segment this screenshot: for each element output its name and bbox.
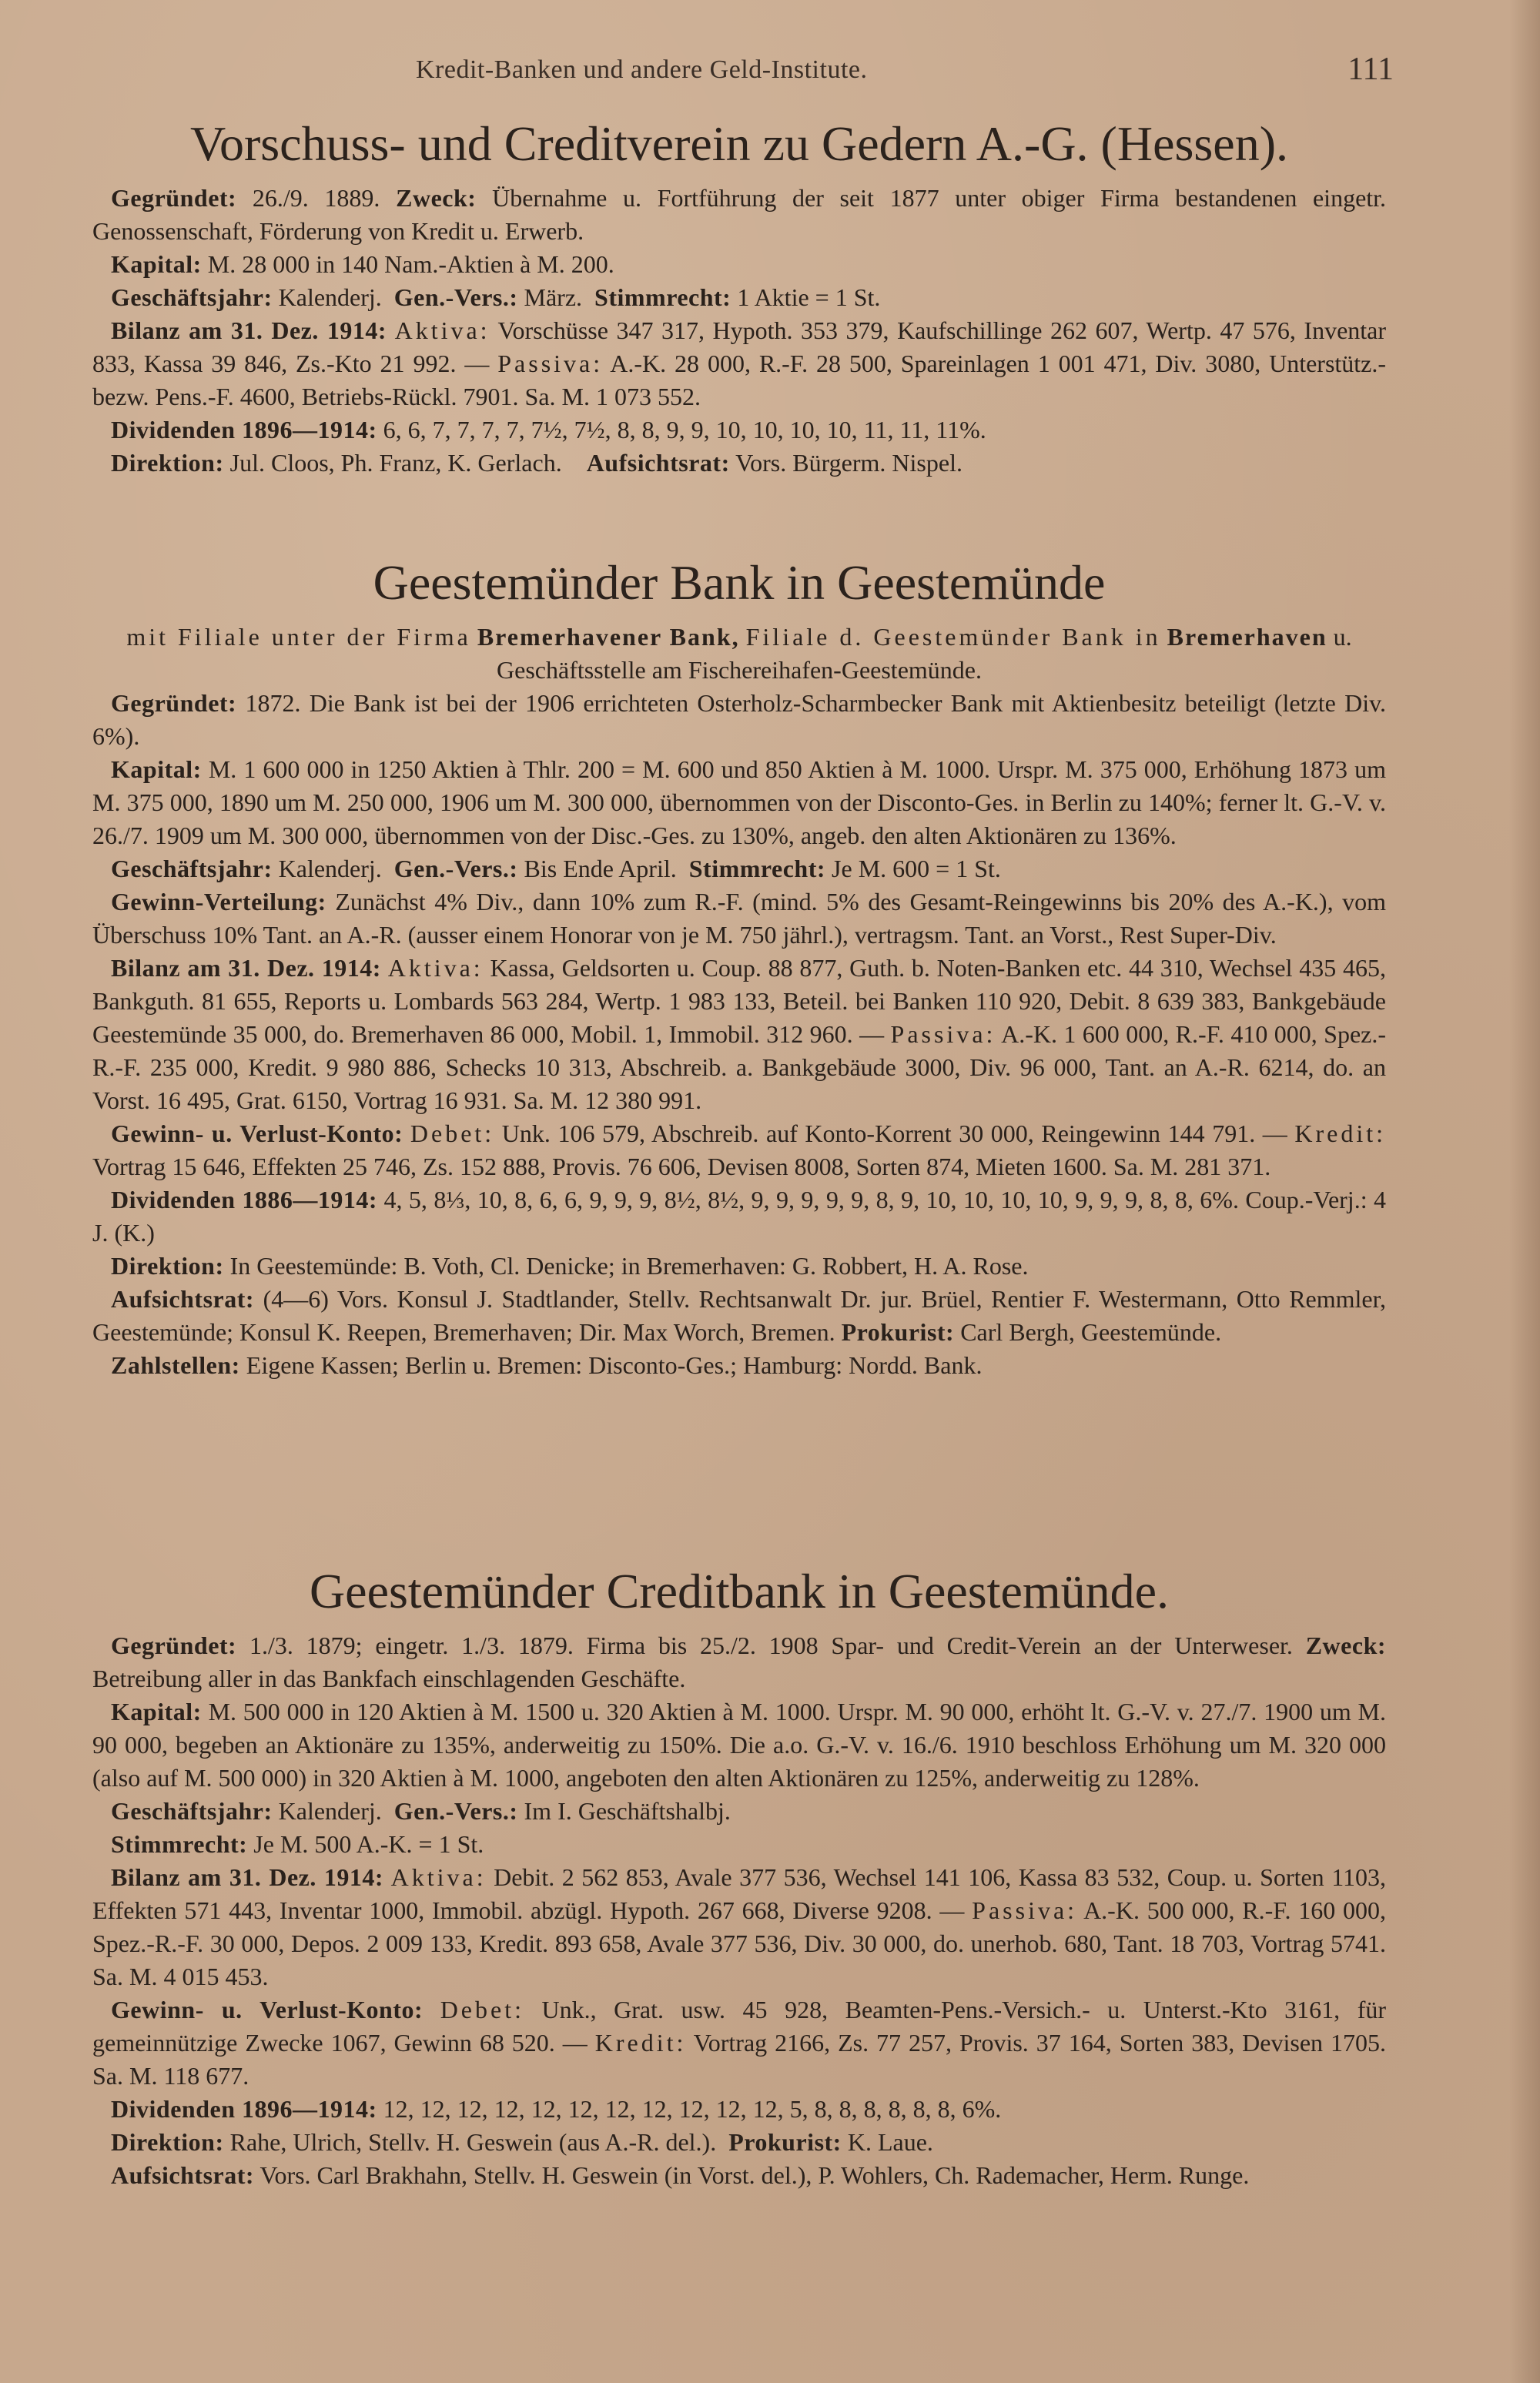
value-direktion: Jul. Cloos, Ph. Franz, K. Gerlach. bbox=[229, 448, 562, 477]
label-aufsichtsrat: Aufsichtsrat: bbox=[111, 2160, 255, 2189]
entry-gegruendet-zweck bbox=[92, 1629, 1386, 1695]
label-aktiva: Aktiva: bbox=[394, 316, 490, 344]
value-passiva: A.-K. 1 600 000, R.-F. 410 000, Spez.-R.-F. 235 000, Kredit. 9 980 886, Schecks 10 313, Abschreib. a. Bankgebäude 3000, Div. 96 000, Tant. an A.-R. 6214, do. an Vorst. 16 495, Grat. 6150, Vortrag 16 931. Sa. M. 12 380 991. bbox=[92, 1019, 1387, 1114]
label-aufsichtsrat: Aufsichtsrat: bbox=[586, 448, 730, 477]
label-gewinn-verlust-konto: Gewinn- u. Verlust-Konto: bbox=[111, 1995, 424, 2023]
value-direktion: In Geestemünde: B. Voth, Cl. Denicke; in Bremerhaven: G. Robbert, H. A. Rose. bbox=[229, 1251, 1029, 1280]
label-dividenden: Dividenden 1886—1914: bbox=[111, 1185, 378, 1213]
label-gegruendet: Gegründet: bbox=[111, 688, 237, 717]
entry-bilanz bbox=[92, 314, 1386, 413]
value-geschaeftsjahr: Kalenderj. bbox=[278, 854, 382, 882]
label-geschaeftsjahr: Geschäftsjahr: bbox=[111, 854, 273, 882]
label-passiva: Passiva: bbox=[972, 1896, 1078, 1924]
value-kredit: Vortrag 2166, Zs. 77 257, Provis. 37 164, Sorten 383, Devisen 1705. Sa. M. 118 677. bbox=[92, 2028, 1387, 2090]
value-stimmrecht: Je M. 600 = 1 St. bbox=[832, 854, 1001, 882]
value-dividenden: 12, 12, 12, 12, 12, 12, 12, 12, 12, 12, 12, 5, 8, 8, 8, 8, 8, 8, 6%. bbox=[383, 2094, 1002, 2123]
value-aktiva: Vorschüsse 347 317, Hypoth. 353 379, Kaufschillinge 262 607, Wertp. 47 576, Inventar 833, Kassa 39 846, Zs.-Kto 21 992. — bbox=[92, 316, 1387, 377]
section-geestemuender-creditbank bbox=[92, 1563, 1386, 2192]
label-stimmrecht: Stimmrecht: bbox=[594, 283, 732, 311]
value-prokurist: Carl Bergh, Geestemünde. bbox=[960, 1317, 1222, 1346]
value-geschaeftsjahr: Kalenderj. bbox=[278, 283, 382, 311]
entry-kapital bbox=[92, 1695, 1386, 1795]
value-direktion: Rahe, Ulrich, Stellv. H. Geswein (aus A.-R. del.). bbox=[229, 2127, 717, 2156]
value-dividenden: 4, 5, 8⅓, 10, 8, 6, 6, 9, 9, 9, 8½, 8½, 9, 9, 9, 9, 9, 8, 9, 10, 10, 10, 10, 9, 9, 9, 8, 8, 6%. bbox=[383, 1185, 1239, 1213]
entry-bilanz bbox=[92, 952, 1386, 1117]
value-dividenden: 6, 6, 7, 7, 7, 7, 7½, 7½, 8, 8, 9, 9, 10, 10, 10, 10, 11, 11, 11%. bbox=[383, 415, 986, 443]
value-filiale-firm: Bremerhavener Bank, bbox=[477, 622, 740, 651]
label-gen-vers: Gen.-Vers.: bbox=[393, 1796, 518, 1825]
label-direktion: Direktion: bbox=[111, 1251, 224, 1280]
section-title-main: Vorschuss- und Creditverein zu Gedern A.-G. bbox=[189, 116, 1089, 171]
label-bilanz: Bilanz am 31. Dez. 1914: bbox=[111, 316, 387, 344]
label-geschaeftsjahr: Geschäftsjahr: bbox=[111, 1796, 273, 1825]
label-gewinn-verlust-konto: Gewinn- u. Verlust-Konto: bbox=[111, 1119, 403, 1147]
entry-dividenden bbox=[92, 2093, 1386, 2126]
value-passiva: A.-K. 500 000, R.-F. 160 000, Spez.-R.-F. 30 000, Depos. 2 009 133, Kredit. 893 658, Avale 377 536, Div. 30 000, do. unerhob. 680, Tant. 18 703, Vortrag 5741. Sa. M. 4 015 453. bbox=[92, 1896, 1386, 1990]
entry-dividenden bbox=[92, 1183, 1386, 1250]
page-gutter-shadow bbox=[1509, 0, 1540, 2383]
value-gegruendet: 1872. Die Bank ist bei der 1906 errichteten Osterholz-Scharmbecker Bank mit Aktienbesitz beteiligt (letzte Div. 6%). bbox=[92, 688, 1387, 750]
label-kapital: Kapital: bbox=[111, 1697, 202, 1725]
value-aktiva: Kassa, Geldsorten u. Coup. 88 877, Guth. b. Noten-Banken etc. 44 310, Wechsel 435 465, Bankguth. 81 655, Reports u. Lombards 563 284, Wertp. 1 983 133, Beteil. bei Banken 110 920, Debit. 8 639 383, Bankgebäude Geestemünde 35 000, do. Bremerhaven 86 000, Mobil. 1, Immobil. 312 960. — bbox=[92, 953, 1387, 1048]
label-kredit: Kredit: bbox=[1294, 1119, 1387, 1147]
entry-gewinn-verteilung bbox=[92, 885, 1386, 952]
value-prokurist: K. Laue. bbox=[847, 2127, 933, 2156]
value-geschaeftsjahr: Kalenderj. bbox=[278, 1796, 382, 1825]
value-zweck: Betreibung aller in das Bankfach einschlagenden Geschäfte. bbox=[92, 1664, 686, 1692]
value-kapital: M. 28 000 in 140 Nam.-Aktien à M. 200. bbox=[207, 249, 614, 278]
value-gegruendet: 1./3. 1879; eingetr. 1./3. 1879. Firma bis 25./2. 1908 Spar- und Credit-Verein an der Unterweser. bbox=[249, 1631, 1293, 1659]
value-stimmrecht: Je M. 500 A.-K. = 1 St. bbox=[253, 1829, 484, 1858]
label-bilanz: Bilanz am 31. Dez. 1914: bbox=[111, 953, 381, 982]
label-bilanz: Bilanz am 31. Dez. 1914: bbox=[111, 1863, 384, 1891]
page-number: 111 bbox=[1348, 52, 1394, 87]
label-gewinn-verteilung: Gewinn-Verteilung: bbox=[111, 887, 326, 915]
section-geestemuender-bank bbox=[92, 554, 1386, 1382]
label-debet: Debet: bbox=[410, 1119, 495, 1147]
label-kapital: Kapital: bbox=[111, 249, 202, 278]
label-prokurist: Prokurist: bbox=[728, 2127, 842, 2156]
value-aufsichtsrat: Vors. Carl Brakhahn, Stellv. H. Geswein (in Vorst. del.), P. Wohlers, Ch. Rademacher, Herm. Runge. bbox=[259, 2160, 1250, 2189]
value-debet: Unk., Grat. usw. 45 928, Beamten-Pens.-Versich.- u. Unterst.-Kto 3161, für gemeinnützige Zwecke 1067, Gewinn 68 520. — bbox=[92, 1995, 1387, 2057]
label-zweck: Zweck: bbox=[1305, 1631, 1387, 1659]
entry-geschaeftsjahr bbox=[92, 281, 1386, 314]
section-vorschuss-creditverein-gedern bbox=[92, 115, 1386, 480]
entry-zahlstellen bbox=[92, 1349, 1386, 1382]
entry-filiale bbox=[92, 621, 1386, 687]
value-filiale-2: Filiale d. Geestemünder Bank in bbox=[745, 622, 1161, 651]
value-gen-vers: März. bbox=[524, 283, 583, 311]
value-coup-verj: Coup.-Verj.: 4 J. (K.) bbox=[92, 1185, 1386, 1247]
entry-aufsichtsrat bbox=[92, 2159, 1386, 2192]
label-direktion: Direktion: bbox=[111, 2127, 224, 2156]
label-geschaeftsjahr: Geschäftsjahr: bbox=[111, 283, 273, 311]
label-aktiva: Aktiva: bbox=[390, 1863, 487, 1891]
entry-kapital bbox=[92, 753, 1386, 852]
label-zweck: Zweck: bbox=[396, 183, 477, 212]
label-gen-vers: Gen.-Vers.: bbox=[393, 854, 518, 882]
label-dividenden: Dividenden 1896—1914: bbox=[111, 2094, 377, 2123]
entry-gewinn-verlust-konto bbox=[92, 1993, 1386, 2093]
entry-gegruendet bbox=[92, 687, 1386, 753]
value-gewinn-verteilung: Zunächst 4% Div., dann 10% zum R.-F. (mind. 5% des Gesamt-Reingewinns bis 20% des A.-K.), vom Überschuss 10% Tant. an A.-R. (ausser einem Honorar von je M. 750 jährl.), vertragsm. Tant. an Vorst., Rest Super-Div. bbox=[92, 887, 1387, 949]
entry-direktion-prokurist bbox=[92, 2126, 1386, 2159]
label-dividenden: Dividenden 1896—1914: bbox=[111, 415, 377, 443]
value-filiale-3: u. Geschäftsstelle am Fischereihafen-Geestemünde. bbox=[497, 622, 1352, 684]
label-stimmrecht: Stimmrecht: bbox=[688, 854, 826, 882]
value-aufsichtsrat: (4—6) Vors. Konsul J. Stadtlander, Stellv. Rechtsanwalt Dr. jur. Brüel, Rentier F. Westermann, Otto Remmler, Geestemünde; Konsul K. Reepen, Bremerhaven; Dir. Max Worch, Bremen. bbox=[92, 1284, 1387, 1346]
section-title-suffix: (Hessen). bbox=[1100, 116, 1289, 171]
section-title bbox=[92, 115, 1386, 172]
label-stimmrecht: Stimmrecht: bbox=[111, 1829, 248, 1858]
value-filiale-1: mit Filiale unter der Firma bbox=[126, 622, 471, 651]
value-aufsichtsrat: Vors. Bürgerm. Nispel. bbox=[735, 448, 962, 477]
value-kapital: M. 1 600 000 in 1250 Aktien à Thlr. 200 = M. 600 und 850 Aktien à M. 1000. Urspr. M. 375 000, Erhöhung 1873 um M. 375 000, 1890 um M. 250 000, 1906 um M. 300 000, übernommen von der Disconto-Ges. in Berlin zu 140%; ferner lt. G.-V. v. 26./7. 1909 um M. 300 000, übernommen von der Disc.-Ges. zu 130%, angeb. den alten Aktionären zu 136%. bbox=[92, 755, 1387, 849]
entry-gegruendet-zweck bbox=[92, 182, 1386, 248]
label-gen-vers: Gen.-Vers.: bbox=[393, 283, 518, 311]
label-debet: Debet: bbox=[440, 1995, 524, 2023]
value-debet: Unk. 106 579, Abschreib. auf Konto-Korrent 30 000, Reingewinn 144 791. — bbox=[501, 1119, 1287, 1147]
label-aufsichtsrat: Aufsichtsrat: bbox=[111, 1284, 255, 1313]
entry-geschaeftsjahr bbox=[92, 852, 1386, 885]
entry-kapital bbox=[92, 248, 1386, 281]
entry-direktion-aufsichtsrat bbox=[92, 447, 1386, 480]
value-kapital: M. 500 000 in 120 Aktien à M. 1500 u. 320 Aktien à M. 1000. Urspr. M. 90 000, erhöht lt. G.-V. v. 27./7. 1900 um M. 90 000, begeben an Aktionäre zu 135%, anderweitig zu 150%. Die a.o. G.-V. v. 16./6. 1910 beschloss Erhöhung um M. 320 000 (also auf M. 500 000) in 320 Aktien à M. 1000, angeboten den alten Aktionären zu 125%, anderweitig zu 128%. bbox=[92, 1697, 1387, 1792]
value-kredit: Vortrag 15 646, Effekten 25 746, Zs. 152 888, Provis. 76 606, Devisen 8008, Sorten 874, Mieten 1600. Sa. M. 281 371. bbox=[92, 1152, 1271, 1180]
label-kapital: Kapital: bbox=[111, 755, 202, 783]
value-passiva: A.-K. 28 000, R.-F. 28 500, Spareinlagen 1 001 471, Div. 3080, Unterstütz.- bezw. Pens.-F. 4600, Betriebs-Rückl. 7901. Sa. M. 1 073 552. bbox=[92, 349, 1387, 410]
running-header: Kredit-Banken und andere Geld-Institute. bbox=[416, 55, 868, 84]
entry-aufsichtsrat bbox=[92, 1283, 1386, 1349]
value-stimmrecht: 1 Aktie = 1 St. bbox=[737, 283, 881, 311]
label-zahlstellen: Zahlstellen: bbox=[111, 1350, 240, 1379]
value-gen-vers: Im I. Geschäftshalbj. bbox=[524, 1796, 731, 1825]
value-filiale-place: Bremerhaven bbox=[1167, 622, 1327, 651]
entry-gewinn-verlust-konto bbox=[92, 1117, 1386, 1183]
value-gegruendet: 26./9. 1889. bbox=[252, 183, 380, 212]
entry-direktion bbox=[92, 1250, 1386, 1283]
label-passiva: Passiva: bbox=[497, 349, 604, 377]
entry-bilanz bbox=[92, 1861, 1386, 1993]
label-prokurist: Prokurist: bbox=[841, 1317, 955, 1346]
entry-dividenden bbox=[92, 413, 1386, 447]
label-passiva: Passiva: bbox=[890, 1019, 996, 1048]
label-gegruendet: Gegründet: bbox=[111, 183, 237, 212]
section-title: Geestemünder Creditbank in Geestemünde. bbox=[309, 1564, 1170, 1618]
label-aktiva: Aktiva: bbox=[387, 953, 484, 982]
label-direktion: Direktion: bbox=[111, 448, 224, 477]
label-gegruendet: Gegründet: bbox=[111, 1631, 237, 1659]
entry-geschaeftsjahr bbox=[92, 1795, 1386, 1828]
section-title: Geestemünder Bank in Geestemünde bbox=[373, 555, 1106, 610]
value-gen-vers: Bis Ende April. bbox=[524, 854, 677, 882]
value-aktiva: Debit. 2 562 853, Avale 377 536, Wechsel 141 106, Kassa 83 532, Coup. u. Sorten 1103, Effekten 571 443, Inventar 1000, Immobil. abzügl. Hypoth. 267 668, Diverse 9208. — bbox=[92, 1863, 1387, 1924]
label-kredit: Kredit: bbox=[594, 2028, 687, 2057]
value-zweck: Übernahme u. Fortführung der seit 1877 unter obiger Firma bestandenen eingetr. Genossenschaft, Förderung von Kredit u. Erwerb. bbox=[92, 183, 1387, 245]
value-zahlstellen: Eigene Kassen; Berlin u. Bremen: Disconto-Ges.; Hamburg: Nordd. Bank. bbox=[246, 1350, 983, 1379]
entry-stimmrecht bbox=[92, 1828, 1386, 1861]
